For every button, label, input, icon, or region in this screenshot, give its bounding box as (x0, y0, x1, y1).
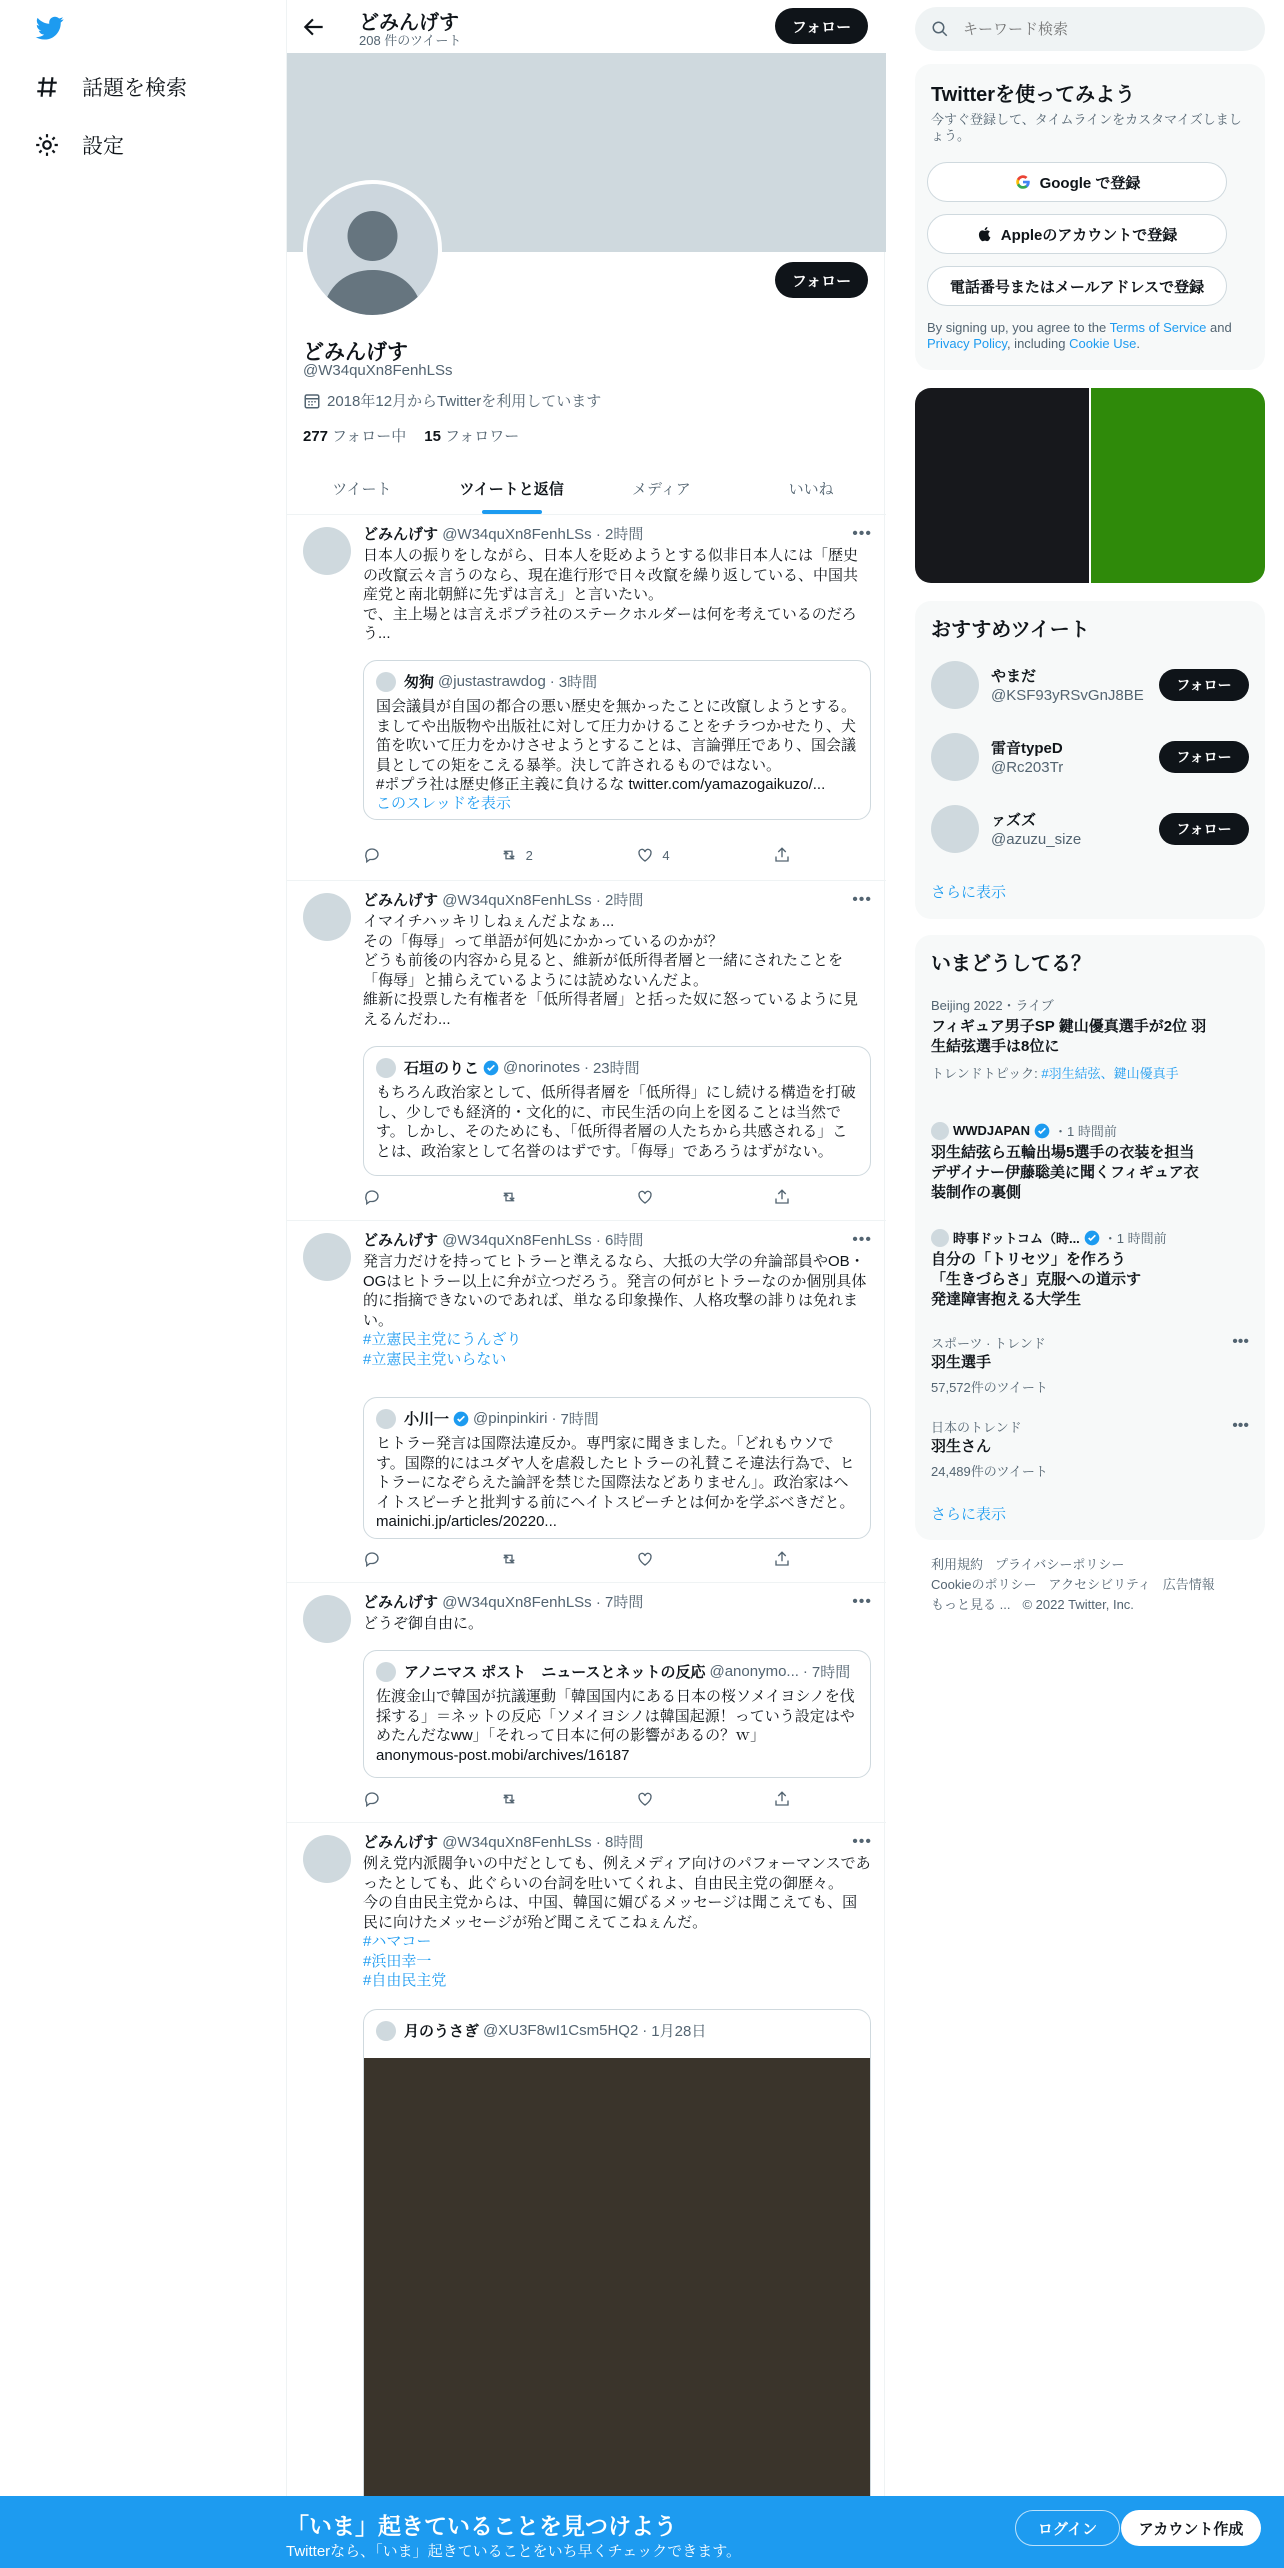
header-follow-button[interactable]: フォロー (775, 8, 868, 44)
twitter-logo-icon[interactable] (34, 14, 66, 42)
retweet-icon (500, 1550, 518, 1568)
more-icon[interactable]: ••• (1232, 1417, 1249, 1434)
followers-label: フォロワー (444, 428, 520, 445)
quote-text: ヒトラー発言は国際法違反か。専門家に聞きました。「どれもウソです。国際的にはユダヤ人を虐殺したヒトラーの礼賛こそ違法行為で、ヒトラーになぞらえた論評を禁じた国際法などありません」。政治家はヘイトスピーチと批判する前にヘイトスピーチとは何かを学ぶべきだと。mainichi.jp/articles/20220... (376, 1435, 855, 1530)
left-nav (0, 0, 286, 2568)
more-icon[interactable]: ••• (852, 1593, 872, 1610)
hashtag-link[interactable]: #自由民主党 (363, 1972, 447, 1989)
profile-handle: @W34quXn8FenhLSs (303, 362, 453, 379)
media-grid (915, 388, 1265, 583)
quote-header: 石垣のりこ @norinotes · 23時間 (376, 1057, 640, 1078)
tweet-actions (363, 1789, 803, 1809)
tweet-header: どみんげす @W34quXn8FenhLSs · 2時間 (363, 892, 644, 909)
trend-title[interactable]: 羽生さん (931, 1438, 992, 1455)
hashtag-link[interactable]: #ハマコー (363, 1933, 432, 1950)
following-count: 277 (303, 428, 329, 445)
search-icon (931, 20, 949, 38)
reply-button[interactable] (363, 1549, 453, 1569)
header-tweet-count: 208 件のツイート (359, 33, 462, 48)
hashtag-link[interactable]: #立憲民主党いらない (363, 1350, 507, 1368)
heart-icon (636, 846, 654, 864)
following-link[interactable] (303, 425, 406, 446)
more-icon[interactable]: ••• (852, 1231, 872, 1248)
nav-settings-label: 設定 (82, 135, 124, 158)
tab-tweets[interactable]: ツイート (332, 480, 392, 498)
phone-email-signup-button[interactable]: 電話番号またはメールアドレスで登録 (927, 266, 1227, 306)
hashtag-link[interactable]: #立憲民主党にうんざり (363, 1331, 522, 1348)
quote-handle: @anonymo... (709, 1663, 799, 1680)
user-handle: @azuzu_size (991, 831, 1082, 848)
like-button[interactable] (636, 1187, 726, 1207)
hashtag-link[interactable]: #浜田幸一 (363, 1952, 432, 1970)
tweet[interactable] (287, 1221, 886, 1583)
bar-title: 「いま」起きていることを見つけよう (286, 2513, 677, 2539)
user-name[interactable]: やまだ (991, 668, 1037, 685)
share-button[interactable] (773, 1187, 803, 1207)
tweet-body (363, 1231, 871, 1369)
privacy-link[interactable]: Privacy Policy (927, 336, 1007, 351)
signup-title: Twitterを使ってみよう (931, 84, 1136, 106)
reply-button[interactable] (363, 1187, 453, 1207)
quote-avatar (376, 672, 396, 692)
quote-text: 国会議員が自国の都合の悪い歴史を無かったことに改竄しようとする。ましてや出版物や出版社に対して圧力かけることをチラつかせたり、犬笛を吹いて圧力をかけさせようとすることは、言論弾圧であり、国会議員としての矩をこえる暴挙。決して許されるものではない。 #ポプラ社は歴史修正主義に負けるな twitter.com/yamazogaikuzo/... (376, 698, 857, 793)
apple-signup-button[interactable] (927, 214, 1227, 254)
trend-time: ・1 時間前 (1103, 1231, 1167, 1246)
footer-link[interactable]: プライバシーポリシー (995, 1557, 1125, 1572)
footer-link[interactable]: 広告情報 (1162, 1577, 1215, 1592)
trend-title[interactable]: フィギュア男子SP 鍵山優真選手が2位 羽生結弦選手は8位に (931, 1018, 1207, 1055)
tweet-text: 発言力だけを持ってヒトラーと準えるなら、大抵の大学の弁論部員やOB・OGはヒトラー以上に弁が立つだろう。発言の何がヒトラーなのか個別具体的に指摘できないのであれば、単なる印象操作、人格攻撃の誹りは免れまい。 (363, 1253, 867, 1329)
footer-link[interactable]: もっと見る ... (931, 1597, 1011, 1612)
retweet-icon (500, 846, 518, 864)
terms-and: and (1206, 320, 1232, 335)
quote-author: 匆狗 (404, 674, 435, 691)
retweet-count: 2 (525, 847, 533, 863)
gear-icon (34, 132, 60, 158)
default-avatar-icon (307, 184, 438, 315)
profile-tabs (287, 462, 886, 515)
tweet-text: 例え党内派閥争いの中だとしても、例えメディア向けのパフォーマンスであったとしても、此ぐらいの台詞を吐いてくれよ、自由民主党の御歴々。 今の自由民主党からは、中国、韓国に媚びるメッセージは聞こえても、国民に向けたメッセージが殆ど聞こえてこねぇんだ。 (363, 1855, 871, 1931)
trend-meta: Beijing 2022・ライブ (931, 998, 1054, 1013)
nav-explore-label: 話題を検索 (82, 77, 187, 100)
quote-handle: @norinotes (503, 1059, 580, 1076)
tweet-text: 日本人の振りをしながら、日本人を貶めようとする似非日本人には「歴史の改竄云々言うのなら、現在進行形で日々改竄を繰り返している、中国共産党と南北朝鮮に先ずは言え」と言いたい。 で、主上場とは言えポプラ社のステークホルダーは何を考えているのだろう... (363, 547, 859, 642)
google-icon (1014, 173, 1032, 191)
tweet-author[interactable]: どみんげす (363, 892, 439, 909)
joined-text: 2018年12月からTwitterを利用しています (327, 393, 602, 410)
trend-account: WWDJAPAN (953, 1123, 1031, 1138)
tweet-body (363, 525, 871, 644)
quote-avatar (376, 1058, 396, 1078)
footer-link[interactable]: アクセシビリティ (1048, 1577, 1151, 1592)
trend-meta: スポーツ · トレンド (931, 1336, 1046, 1351)
tweet-handle: @W34quXn8FenhLSs (442, 1834, 592, 1851)
show-more-link[interactable]: さらに表示 (931, 1506, 1007, 1523)
tweet-time[interactable]: 2時間 (605, 526, 644, 543)
profile-joined (303, 390, 601, 411)
terms-text (927, 320, 1257, 352)
tweet-text: イマイチハッキリしねぇんだよなぁ... その「侮辱」って単語が何処にかかっているのかが？ どうも前後の内容から見ると、維新が低所得者層と一緒にされたことを「侮辱」と捕らえているようには読めないんだよ。 維新に投票した有権者を「低所得者層」と括った奴に怒っているように見えるんだわ... (363, 913, 859, 1028)
apple-signup-label: Appleのアカウントで登録 (1000, 226, 1178, 244)
quote-time: 1月28日 (651, 2023, 707, 2040)
tweet-avatar[interactable] (303, 1233, 351, 1281)
reply-button[interactable] (363, 845, 453, 865)
quoted-tweet[interactable] (363, 1046, 871, 1176)
tweet-header: どみんげす @W34quXn8FenhLSs · 2時間 (363, 526, 644, 543)
quote-handle: @pinpinkiri (473, 1410, 548, 1427)
profile-name: どみんげす (303, 341, 408, 364)
heart-icon (636, 1790, 654, 1808)
trends-box (915, 935, 1265, 1540)
trend-topic (931, 1063, 1211, 1082)
suggested-title: おすすめツイート (931, 619, 1090, 641)
more-icon[interactable]: ••• (852, 1833, 872, 1850)
tweet[interactable] (287, 515, 886, 881)
signup-box (915, 64, 1265, 370)
quote-handle: @justastrawdog (438, 673, 546, 690)
tweet-handle: @W34quXn8FenhLSs (442, 526, 592, 543)
quote-header: 匆狗 @justastrawdog · 3時間 (376, 671, 597, 692)
tweet-time[interactable]: 6時間 (605, 1232, 644, 1249)
trend-title[interactable]: 羽生選手 (931, 1354, 992, 1371)
followers-link[interactable] (424, 425, 519, 446)
profile-follow-button[interactable]: フォロー (775, 262, 868, 298)
user-avatar[interactable] (931, 805, 979, 853)
retweet-icon (500, 1188, 518, 1206)
tweet-body (363, 1833, 871, 1991)
share-icon (773, 1550, 791, 1568)
reply-icon (363, 1188, 381, 1206)
share-icon (773, 846, 791, 864)
copyright: © 2022 Twitter, Inc. (1022, 1597, 1134, 1612)
quote-time: 7時間 (811, 1664, 851, 1681)
quote-avatar (376, 1409, 396, 1429)
quoted-tweet[interactable] (363, 2009, 871, 2568)
trend-time: ・1 時間前 (1054, 1124, 1117, 1139)
tweet-author[interactable]: どみんげす (363, 1594, 439, 1611)
tweet-header: どみんげす @W34quXn8FenhLSs · 6時間 (363, 1232, 644, 1249)
verified-badge-icon (1084, 1230, 1100, 1246)
profile-avatar[interactable] (303, 180, 442, 319)
search-box[interactable] (915, 7, 1265, 51)
profile-column (286, 0, 885, 2568)
suggested-box (915, 601, 1265, 919)
share-icon (773, 1188, 791, 1206)
tweet-author[interactable]: どみんげす (363, 526, 439, 543)
trends-title: いまどうしてる？ (931, 953, 1091, 975)
quote-header: 小川一 @pinpinkiri · 7時間 (376, 1408, 599, 1429)
like-button[interactable] (636, 1549, 726, 1569)
quote-avatar (376, 1662, 396, 1682)
google-signup-button[interactable] (927, 162, 1227, 202)
verified-badge-icon (453, 1411, 469, 1427)
quote-author: 小川一 (404, 1411, 450, 1428)
footer-links (915, 1555, 1265, 1615)
quote-avatar (376, 2021, 396, 2041)
trend-meta: 日本のトレンド (931, 1420, 1022, 1435)
tweet-handle: @W34quXn8FenhLSs (442, 892, 592, 909)
signup-subtitle: 今すぐ登録して、タイムラインをカスタマイズしましょう。 (931, 112, 1242, 143)
trend-topic-label: トレンドトピック: (931, 1066, 1042, 1081)
retweet-icon (500, 1790, 518, 1808)
tweet-header: どみんげす @W34quXn8FenhLSs · 7時間 (363, 1594, 644, 1611)
footer-link[interactable]: Cookieのポリシー (931, 1577, 1037, 1592)
tweet-handle: @W34quXn8FenhLSs (442, 1594, 592, 1611)
quote-media-image[interactable] (364, 2058, 871, 2538)
tweet-time[interactable]: 7時間 (605, 1594, 644, 1611)
tweet-author[interactable]: どみんげす (363, 1834, 439, 1851)
trend-account: 時事ドットコム（時... (953, 1231, 1080, 1246)
following-label: フォロー中 (332, 428, 407, 445)
tweet-avatar[interactable] (303, 527, 351, 575)
quote-time: 3時間 (558, 674, 598, 691)
follow-button[interactable]: フォロー (1159, 741, 1249, 773)
show-thread-link[interactable]: このスレッドを表示 (376, 795, 511, 812)
tweet-body (363, 891, 871, 1029)
media-thumbnail[interactable] (915, 388, 1089, 583)
share-button[interactable] (773, 1789, 803, 1809)
retweet-button[interactable] (500, 845, 590, 865)
quote-author: 月のうさぎ (404, 2023, 480, 2040)
cookie-link[interactable]: Cookie Use (1069, 336, 1137, 351)
tab-media[interactable]: メディア (631, 480, 691, 498)
heart-icon (636, 1188, 654, 1206)
more-icon[interactable]: ••• (852, 525, 872, 542)
tweet-avatar[interactable] (303, 1835, 351, 1883)
retweet-button[interactable] (500, 1549, 590, 1569)
login-prompt-bar (0, 2496, 1284, 2568)
reply-icon (363, 1550, 381, 1568)
followers-count: 15 (424, 428, 441, 445)
share-icon (773, 1790, 791, 1808)
apple-icon (977, 225, 993, 243)
tweet-text: どうぞ御自由に。 (363, 1615, 484, 1632)
user-avatar[interactable] (931, 733, 979, 781)
tab-tweets-replies[interactable]: ツイートと返信 (437, 462, 587, 514)
trend-title[interactable]: 自分の「トリセツ」を作ろう 「生きづらさ」克服への道示す 発達障害抱える大学生 (931, 1251, 1142, 1308)
tweet-actions (363, 1187, 803, 1207)
tweet-avatar[interactable] (303, 893, 351, 941)
header-name: どみんげす (359, 12, 459, 34)
trend-topic-link[interactable]: #羽生結弦、鍵山優真手 (1041, 1066, 1179, 1081)
quote-author: 石垣のりこ (404, 1060, 480, 1077)
like-button[interactable] (636, 1789, 726, 1809)
terms-link[interactable]: Terms of Service (1109, 320, 1207, 335)
user-handle: @KSF93yRSvGnJ8BE (991, 687, 1144, 704)
quoted-tweet[interactable] (363, 1650, 871, 1778)
tweet[interactable] (287, 1583, 886, 1823)
quoted-tweet[interactable] (363, 660, 871, 820)
terms-prefix: By signing up, you agree to the (927, 320, 1110, 335)
heart-icon (636, 1550, 654, 1568)
tweet-body (363, 1593, 871, 1634)
tweet-time[interactable]: 2時間 (605, 892, 644, 909)
user-name[interactable]: 雷音typeD (991, 740, 1063, 757)
profile-header (287, 0, 886, 53)
tweet[interactable] (287, 881, 886, 1221)
more-icon[interactable]: ••• (1232, 1333, 1249, 1350)
calendar-icon (303, 392, 321, 410)
tweet-actions (363, 1549, 803, 1569)
signup-button[interactable]: アカウント作成 (1121, 2510, 1261, 2546)
nav-explore[interactable] (34, 67, 187, 107)
reply-button[interactable] (363, 1789, 453, 1809)
trend-count: 24,489件のツイート (931, 1464, 1048, 1479)
google-signup-label: Google で登録 (1039, 174, 1141, 192)
like-button[interactable] (636, 845, 726, 865)
login-button[interactable]: ログイン (1015, 2510, 1120, 2546)
trend-count: 57,572件のツイート (931, 1380, 1048, 1395)
tweet-handle: @W34quXn8FenhLSs (442, 1232, 592, 1249)
tweet-avatar[interactable] (303, 1595, 351, 1643)
terms-including: , including (1006, 336, 1070, 351)
nav-settings[interactable] (34, 125, 124, 165)
verified-badge-icon (483, 1060, 499, 1076)
quote-author: アノニマス ポスト ニュースとネットの反応 (404, 1664, 706, 1681)
quote-header: アノニマス ポスト ニュースとネットの反応 @anonymo... · 7時間 (376, 1661, 858, 1682)
tweet[interactable] (287, 1823, 886, 2568)
quoted-tweet[interactable] (363, 1397, 871, 1539)
tweet-time[interactable]: 8時間 (605, 1834, 644, 1851)
footer-link[interactable]: 利用規約 (931, 1557, 984, 1572)
user-avatar[interactable] (931, 661, 979, 709)
bar-subtitle: Twitterなら、「いま」起きていることをいち早くチェックできます。 (286, 2543, 742, 2560)
terms-period: . (1136, 336, 1140, 351)
tweet-actions (363, 845, 803, 865)
account-avatar (931, 1229, 949, 1247)
share-button[interactable] (773, 1549, 803, 1569)
show-more-link[interactable]: さらに表示 (931, 884, 1007, 901)
share-button[interactable] (773, 845, 803, 865)
retweet-button[interactable] (500, 1789, 590, 1809)
verified-badge-icon (1034, 1123, 1050, 1139)
retweet-button[interactable] (500, 1187, 590, 1207)
trend-meta (931, 1228, 1167, 1247)
quote-text: もちろん政治家として、低所得者層を「低所得」にし続ける構造を打破し、少しでも経済的・文化的に、市民生活の向上を図ることは当然です。しかし、そのためにも、「低所得者層の人たちから共感される」ことは、政治家として名誉のはずです。「侮辱」であろうはずがない。 (376, 1084, 856, 1160)
reply-icon (363, 846, 381, 864)
back-arrow-icon[interactable] (301, 14, 327, 40)
tweet-author[interactable]: どみんげす (363, 1232, 439, 1249)
quote-handle: @XU3F8wI1Csm5HQ2 (483, 2022, 639, 2039)
follow-button[interactable]: フォロー (1159, 813, 1249, 845)
hashtag-icon (34, 74, 60, 100)
trend-title[interactable]: 羽生結弦ら五輪出場5選手の衣装を担当 デザイナー伊藤聡美に聞くフィギュア衣装制作の裏側 (931, 1144, 1210, 1201)
account-avatar (931, 1122, 949, 1140)
tweet-header: どみんげす @W34quXn8FenhLSs · 8時間 (363, 1834, 644, 1851)
follow-stats (303, 425, 519, 446)
more-icon[interactable]: ••• (852, 891, 872, 908)
reply-icon (363, 1790, 381, 1808)
quote-time: 7時間 (560, 1411, 599, 1428)
user-handle: @Rc203Tr (991, 759, 1064, 776)
media-thumbnail[interactable] (1091, 388, 1265, 583)
trend-meta (931, 1121, 1117, 1140)
like-count: 4 (662, 847, 670, 863)
follow-button[interactable]: フォロー (1159, 669, 1249, 701)
user-name[interactable]: ァズズ (991, 812, 1037, 829)
quote-text: 佐渡金山で韓国が抗議運動「韓国国内にある日本の桜ソメイヨシノを伐採する」＝ネットの反応「ソメイヨシノは韓国起源！っていう設定はやめたんだなww」「それって日本に何の影響があるの？ｗ」 anonymous-post.mobi/archives/16187 (376, 1688, 855, 1764)
tab-likes[interactable]: いいね (788, 480, 834, 498)
search-input[interactable] (963, 21, 1243, 38)
quote-time: 23時間 (592, 1060, 640, 1077)
quote-header: 月のうさぎ @XU3F8wI1Csm5HQ2 · 1月28日 (376, 2020, 706, 2041)
